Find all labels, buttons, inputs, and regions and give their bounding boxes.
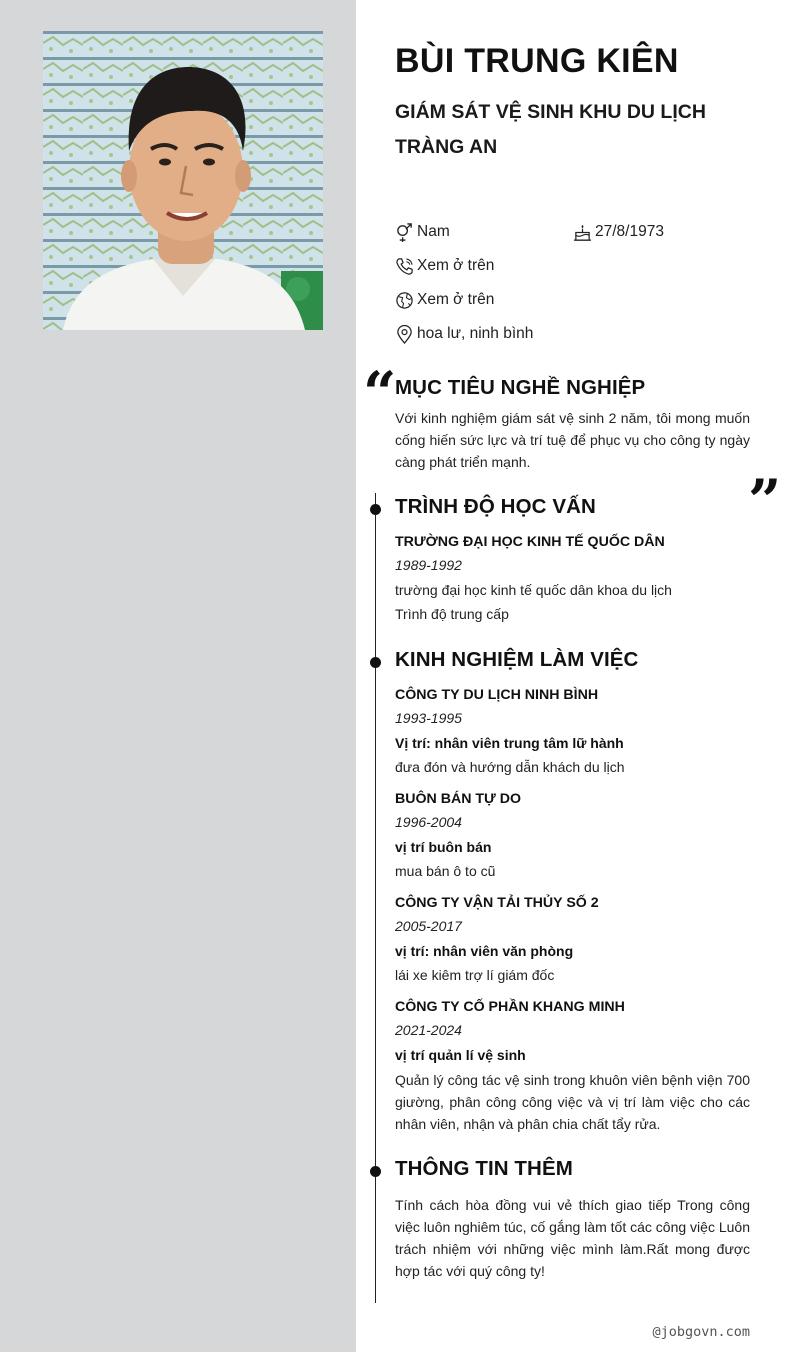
gender-row bbox=[395, 221, 450, 243]
experience-company: BUÔN BÁN TỰ DO bbox=[395, 791, 522, 807]
experience-years: 1996-2004 bbox=[395, 814, 462, 830]
experience-desc: Quản lý công tác vệ sinh trong khuôn viên bệnh viện 700 giường, phân công công việc và vị trí làm việc cho các nhân viên, nhận và phân chia chất tẩy rửa. bbox=[395, 1072, 750, 1132]
map-pin-icon bbox=[395, 323, 417, 345]
globe-icon bbox=[395, 289, 417, 311]
experience-heading: KINH NGHIỆM LÀM VIỆC bbox=[395, 648, 639, 671]
birthdate-row bbox=[573, 221, 664, 243]
experience-role: Vị trí: nhân viên trung tâm lữ hành bbox=[395, 735, 624, 751]
job-title: GIÁM SÁT VỆ SINH KHU DU LỊCH TRÀNG AN bbox=[395, 101, 706, 158]
experience-role: vị trí buôn bán bbox=[395, 839, 492, 855]
experience-years: 2021-2024 bbox=[395, 1022, 462, 1038]
experience-desc: mua bán ô to cũ bbox=[395, 863, 496, 879]
timeline-dot bbox=[370, 657, 381, 668]
birthday-cake-icon bbox=[573, 221, 595, 243]
address-value: hoa lư, ninh bình bbox=[417, 325, 534, 342]
website-value: Xem ở trên bbox=[417, 291, 495, 308]
experience-years: 2005-2017 bbox=[395, 918, 462, 934]
objective-heading: MỤC TIÊU NGHỀ NGHIỆP bbox=[395, 376, 646, 399]
experience-years: 1993-1995 bbox=[395, 710, 462, 726]
website-row bbox=[395, 289, 494, 311]
quote-open-icon: “ bbox=[363, 364, 397, 400]
experience-role: vị trí: nhân viên văn phòng bbox=[395, 943, 574, 959]
objective-text: Với kinh nghiệm giám sát vệ sinh 2 năm, tôi mong muốn cống hiến sức lực và trí tuệ để phục vụ cho công ty ngày càng phát triển mạnh. bbox=[395, 410, 750, 470]
gender-icon bbox=[395, 221, 417, 243]
quote-close-icon: ” bbox=[748, 472, 782, 508]
experience-role: vị trí quản lí vệ sinh bbox=[395, 1047, 526, 1063]
candidate-name: BÙI TRUNG KIÊN bbox=[395, 42, 679, 80]
phone-row bbox=[395, 255, 494, 277]
experience-company: CÔNG TY DU LỊCH NINH BÌNH bbox=[395, 687, 599, 703]
timeline-dot bbox=[370, 504, 381, 515]
education-level: Trình độ trung cấp bbox=[395, 606, 509, 622]
experience-company: CÔNG TY VẬN TẢI THỦY SỐ 2 bbox=[395, 895, 599, 911]
additional-text: Tính cách hòa đồng vui vẻ thích giao tiếp Trong công việc luôn nghiêm túc, cố gắng làm tốt các công việc Luôn trách nhiệm với những việc mình làm.Rất mong được hợp tác với quý công ty! bbox=[395, 1197, 750, 1279]
timeline-line bbox=[375, 493, 376, 1303]
education-years: 1989-1992 bbox=[395, 557, 462, 573]
experience-company: CÔNG TY CỐ PHẦN KHANG MINH bbox=[395, 999, 625, 1015]
timeline-dot bbox=[370, 1166, 381, 1177]
experience-desc: đưa đón và hướng dẫn khách du lịch bbox=[395, 759, 625, 775]
education-major: trường đại học kinh tế quốc dân khoa du lịch bbox=[395, 582, 672, 598]
phone-icon bbox=[395, 255, 417, 277]
additional-heading: THÔNG TIN THÊM bbox=[395, 1157, 573, 1180]
address-row bbox=[395, 323, 533, 345]
birthdate-value: 27/8/1973 bbox=[595, 223, 664, 240]
education-school: TRƯỜNG ĐẠI HỌC KINH TẾ QUỐC DÂN bbox=[395, 534, 665, 550]
experience-desc: lái xe kiêm trợ lí giám đốc bbox=[395, 967, 555, 983]
gender-value: Nam bbox=[417, 223, 450, 240]
watermark: @jobgovn.com bbox=[652, 1324, 750, 1340]
education-heading: TRÌNH ĐỘ HỌC VẤN bbox=[395, 495, 596, 518]
phone-value: Xem ở trên bbox=[417, 257, 495, 274]
profile-photo bbox=[43, 31, 323, 330]
